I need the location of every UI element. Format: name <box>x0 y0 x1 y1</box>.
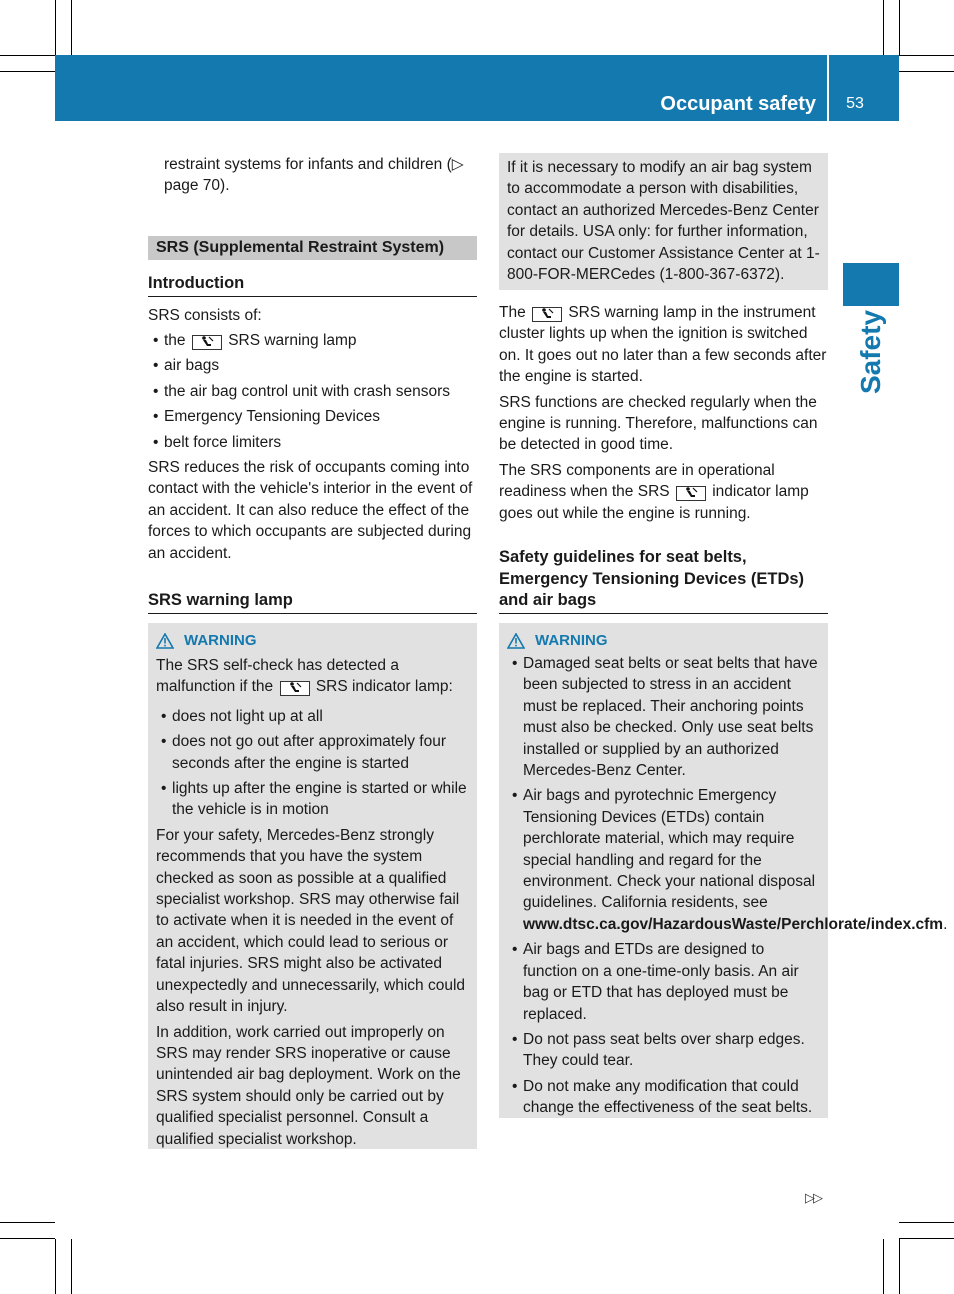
warning-paragraph: In addition, work carried out improperly on SRS may render SRS inoperative or cause unintended air bag deployment. Work on the SRS system should only be carried out by qualified specialist personnel. Consult a qualified specialist workshop. <box>156 1023 461 1148</box>
continue-mark: ▷▷ <box>805 1190 821 1205</box>
right-body <box>499 302 829 528</box>
lamp-heading-block <box>148 590 477 614</box>
guide-heading-block <box>499 547 828 614</box>
list-item: • lights up after the engine is started or while the vehicle is in motion <box>156 778 469 821</box>
left-warning-box <box>148 623 477 1149</box>
crop-mark <box>71 0 72 55</box>
crop-mark <box>0 55 55 56</box>
list-item: • air bags <box>148 355 477 376</box>
list-item: • does not light up at all <box>156 706 469 727</box>
intro-heading: Introduction <box>148 273 477 297</box>
guide-heading: Safety guidelines for seat belts, Emergency Tensioning Devices (ETDs) and air bags <box>499 547 828 614</box>
lamp-heading: SRS warning lamp <box>148 590 477 614</box>
crop-mark <box>899 1239 900 1294</box>
intro-paragraph: SRS reduces the risk of occupants coming into contact with the vehicle's interior in the event of an accident. It can also reduce the effect of the forces to which occupants are subjected during an accident. <box>148 458 473 562</box>
warning-lead-text: SRS indicator lamp: <box>315 678 453 696</box>
right-warning-box <box>499 623 948 1118</box>
header-title: Occupant safety <box>660 93 816 115</box>
page-number: 53 <box>846 95 864 112</box>
crop-mark <box>71 1239 72 1294</box>
crop-mark <box>899 71 954 72</box>
continued-text <box>164 154 479 201</box>
warning-triangle-icon <box>156 633 174 649</box>
srs-warning-lamp-icon <box>192 335 222 350</box>
srs-indicator-lamp-icon <box>280 681 310 696</box>
crop-mark <box>55 1239 56 1294</box>
note-text: If it is necessary to modify an air bag system to accommodate a person with disabilities, contact an authorized Mercedes-Benz Center for details. USA only: for further information, contact our Customer Assistance Center at 1-800-FOR-MERCedes (1-800-367-6372). <box>507 159 820 284</box>
list-item: • belt force limiters <box>148 432 477 453</box>
body-paragraph <box>499 460 829 524</box>
intro-lead: SRS consists of: <box>148 306 262 324</box>
list-item: • Air bags and ETDs are designed to function on a one-time-only basis. An air bag or ETD that has deployed must be replaced. <box>507 939 820 1025</box>
warning-paragraph: For your safety, Mercedes-Benz strongly recommends that you have the system checked as soon as possible at a qualified specialist workshop. SRS may otherwise fail to activate when it is needed in the event of an accident, which could lead to serious or fatal injuries. SRS might also be activated unexpectedly and unnecessarily, which could also result in injury. <box>156 826 466 1016</box>
list-item-text: Air bags and pyrotechnic Emergency Tensioning Devices (ETDs) contain perchlorate material, which may require special handling and regard for the environment. Check your national disposal guidelines. California residents, see <box>523 787 816 912</box>
warning-list <box>156 706 469 821</box>
warning-header <box>156 631 469 651</box>
body-text: indicator lamp goes out while the engine is running. <box>499 483 809 522</box>
intro-block <box>148 273 477 568</box>
srs-warning-lamp-icon <box>532 307 562 322</box>
crop-mark <box>0 1238 55 1239</box>
crop-mark <box>899 0 900 55</box>
list-item: • Do not make any modification that could change the effectiveness of the seat belts. <box>507 1076 820 1119</box>
list-item: • does not go out after approximately four seconds after the engine is started <box>156 731 469 774</box>
crop-mark <box>0 1222 55 1223</box>
list-item: • Emergency Tensioning Devices <box>148 406 477 427</box>
list-item: • the air bag control unit with crash sensors <box>148 381 477 402</box>
warning-list <box>507 653 948 1119</box>
body-text: SRS warning lamp in the instrument cluster lights up when the ignition is switched on. It goes out no later than a few seconds after the engine is started. <box>499 304 827 386</box>
side-tab-label: Safety <box>855 309 886 395</box>
crop-mark <box>55 0 56 55</box>
warning-lead-text: The SRS self-check has detected a malfunction if the <box>156 657 399 696</box>
list-item <box>507 785 948 935</box>
warning-triangle-icon <box>507 633 525 649</box>
crop-mark <box>0 71 55 72</box>
crop-mark <box>883 0 884 55</box>
crop-mark <box>899 1222 954 1223</box>
warning-label: WARNING <box>184 632 257 649</box>
body-paragraph: SRS functions are checked regularly when the engine is running. Therefore, malfunctions can be detected in good time. <box>499 393 818 454</box>
intro-list <box>148 330 477 453</box>
body-text: The SRS components are in operational readiness when the SRS <box>499 461 775 501</box>
warning-label: WARNING <box>535 632 608 649</box>
srs-indicator-lamp-icon <box>676 486 706 501</box>
list-item-text: . <box>943 915 948 933</box>
crop-mark <box>899 1238 954 1239</box>
list-item <box>148 330 477 351</box>
dtsc-link[interactable]: www.dtsc.ca.gov/HazardousWaste/Perchlorate/index.cfm <box>523 915 944 933</box>
crop-mark <box>899 55 954 56</box>
crop-mark <box>883 1239 884 1294</box>
body-paragraph <box>499 302 829 388</box>
header-divider <box>827 55 829 121</box>
list-item-text: SRS warning lamp <box>228 331 357 349</box>
body-text: The <box>499 304 526 321</box>
list-item-text: the <box>164 331 186 349</box>
warning-lead <box>156 655 469 698</box>
side-tab-block <box>843 263 899 306</box>
list-item: • Do not pass seat belts over sharp edges. They could tear. <box>507 1029 820 1072</box>
note-box <box>499 153 828 290</box>
warning-header <box>507 631 820 651</box>
list-item: • Damaged seat belts or seat belts that have been subjected to stress in an accident must be replaced. Their anchoring points must also be checked. Only use seat belts installed or supplied by an authorized Mercedes-Benz Center. <box>507 653 820 781</box>
continued-paragraph: restraint systems for infants and children (▷ page 70). <box>164 156 464 195</box>
section-title: SRS (Supplemental Restraint System) <box>148 236 477 260</box>
